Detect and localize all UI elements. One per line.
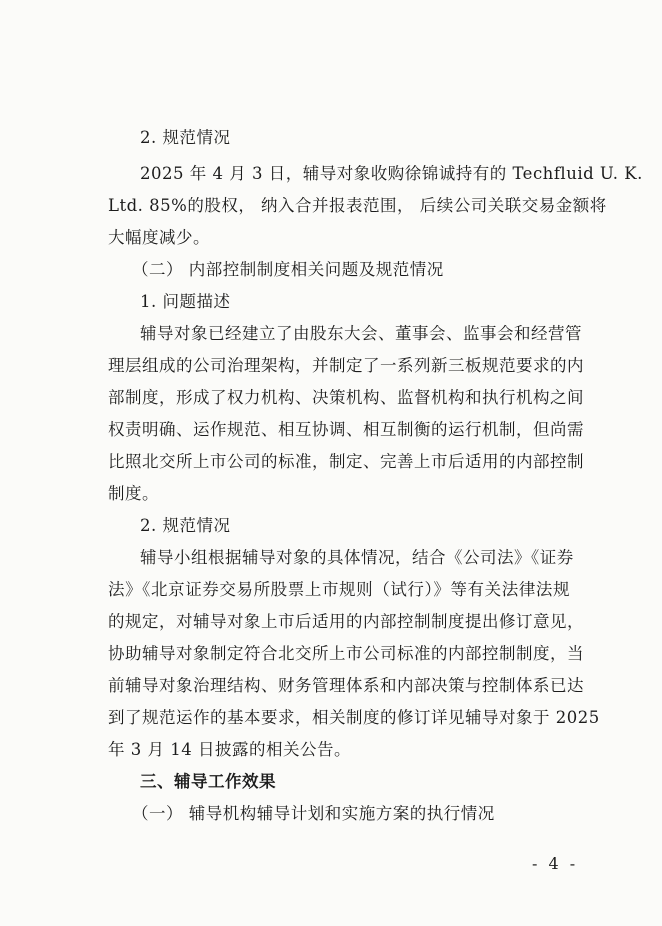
- paragraph-line: 到了规范运作的基本要求，相关制度的修订详见辅导对象于 2025: [108, 708, 600, 727]
- paragraph-line: 辅导小组根据辅导对象的具体情况，结合《公司法》《证券: [140, 548, 574, 567]
- paragraph-line: 制度。: [108, 484, 159, 503]
- paragraph-line: 年 3 月 14 日披露的相关公告。: [108, 740, 351, 759]
- subheading-problem-description: 1. 问题描述: [140, 292, 231, 311]
- paragraph-line: 的规定，对辅导对象上市后适用的内部控制制度提出修订意见，: [108, 612, 584, 631]
- paragraph-line: 法》《北京证券交易所股票上市规则（试行）》等有关法律法规: [108, 580, 570, 599]
- paragraph-line: 理层组成的公司治理架构，并制定了一系列新三板规范要求的内: [108, 356, 584, 375]
- paragraph-line: 2025 年 4 月 3 日，辅导对象收购徐锦诚持有的 Techfluid U. K.: [140, 164, 643, 183]
- subheading-regulation-1: 2. 规范情况: [140, 128, 231, 147]
- paragraph-line: Ltd. 85%的股权， 纳入合并报表范围， 后续公司关联交易金额将: [108, 196, 607, 215]
- section-heading-internal-control: （二） 内部控制制度相关问题及规范情况: [132, 260, 444, 279]
- subsection-heading-plan-execution: （一） 辅导机构辅导计划和实施方案的执行情况: [132, 804, 495, 823]
- paragraph-line: 协助辅导对象制定符合北交所上市公司标准的内部控制制度，当: [108, 644, 584, 663]
- paragraph-line: 部制度，形成了权力机构、决策机构、监督机构和执行机构之间: [108, 388, 584, 407]
- page-number: - 4 -: [532, 854, 579, 873]
- paragraph-line: 比照北交所上市公司的标准，制定、完善上市后适用的内部控制: [108, 452, 584, 471]
- subheading-regulation-2: 2. 规范情况: [140, 516, 231, 535]
- paragraph-line: 权责明确、运作规范、相互协调、相互制衡的运行机制，但尚需: [108, 420, 584, 439]
- paragraph-line: 前辅导对象治理结构、财务管理体系和内部决策与控制体系已达: [108, 676, 584, 695]
- section-heading-effects: 三、辅导工作效果: [140, 772, 276, 791]
- paragraph-line: 辅导对象已经建立了由股东大会、董事会、监事会和经营管: [140, 324, 582, 343]
- paragraph-line: 大幅度减少。: [108, 228, 210, 247]
